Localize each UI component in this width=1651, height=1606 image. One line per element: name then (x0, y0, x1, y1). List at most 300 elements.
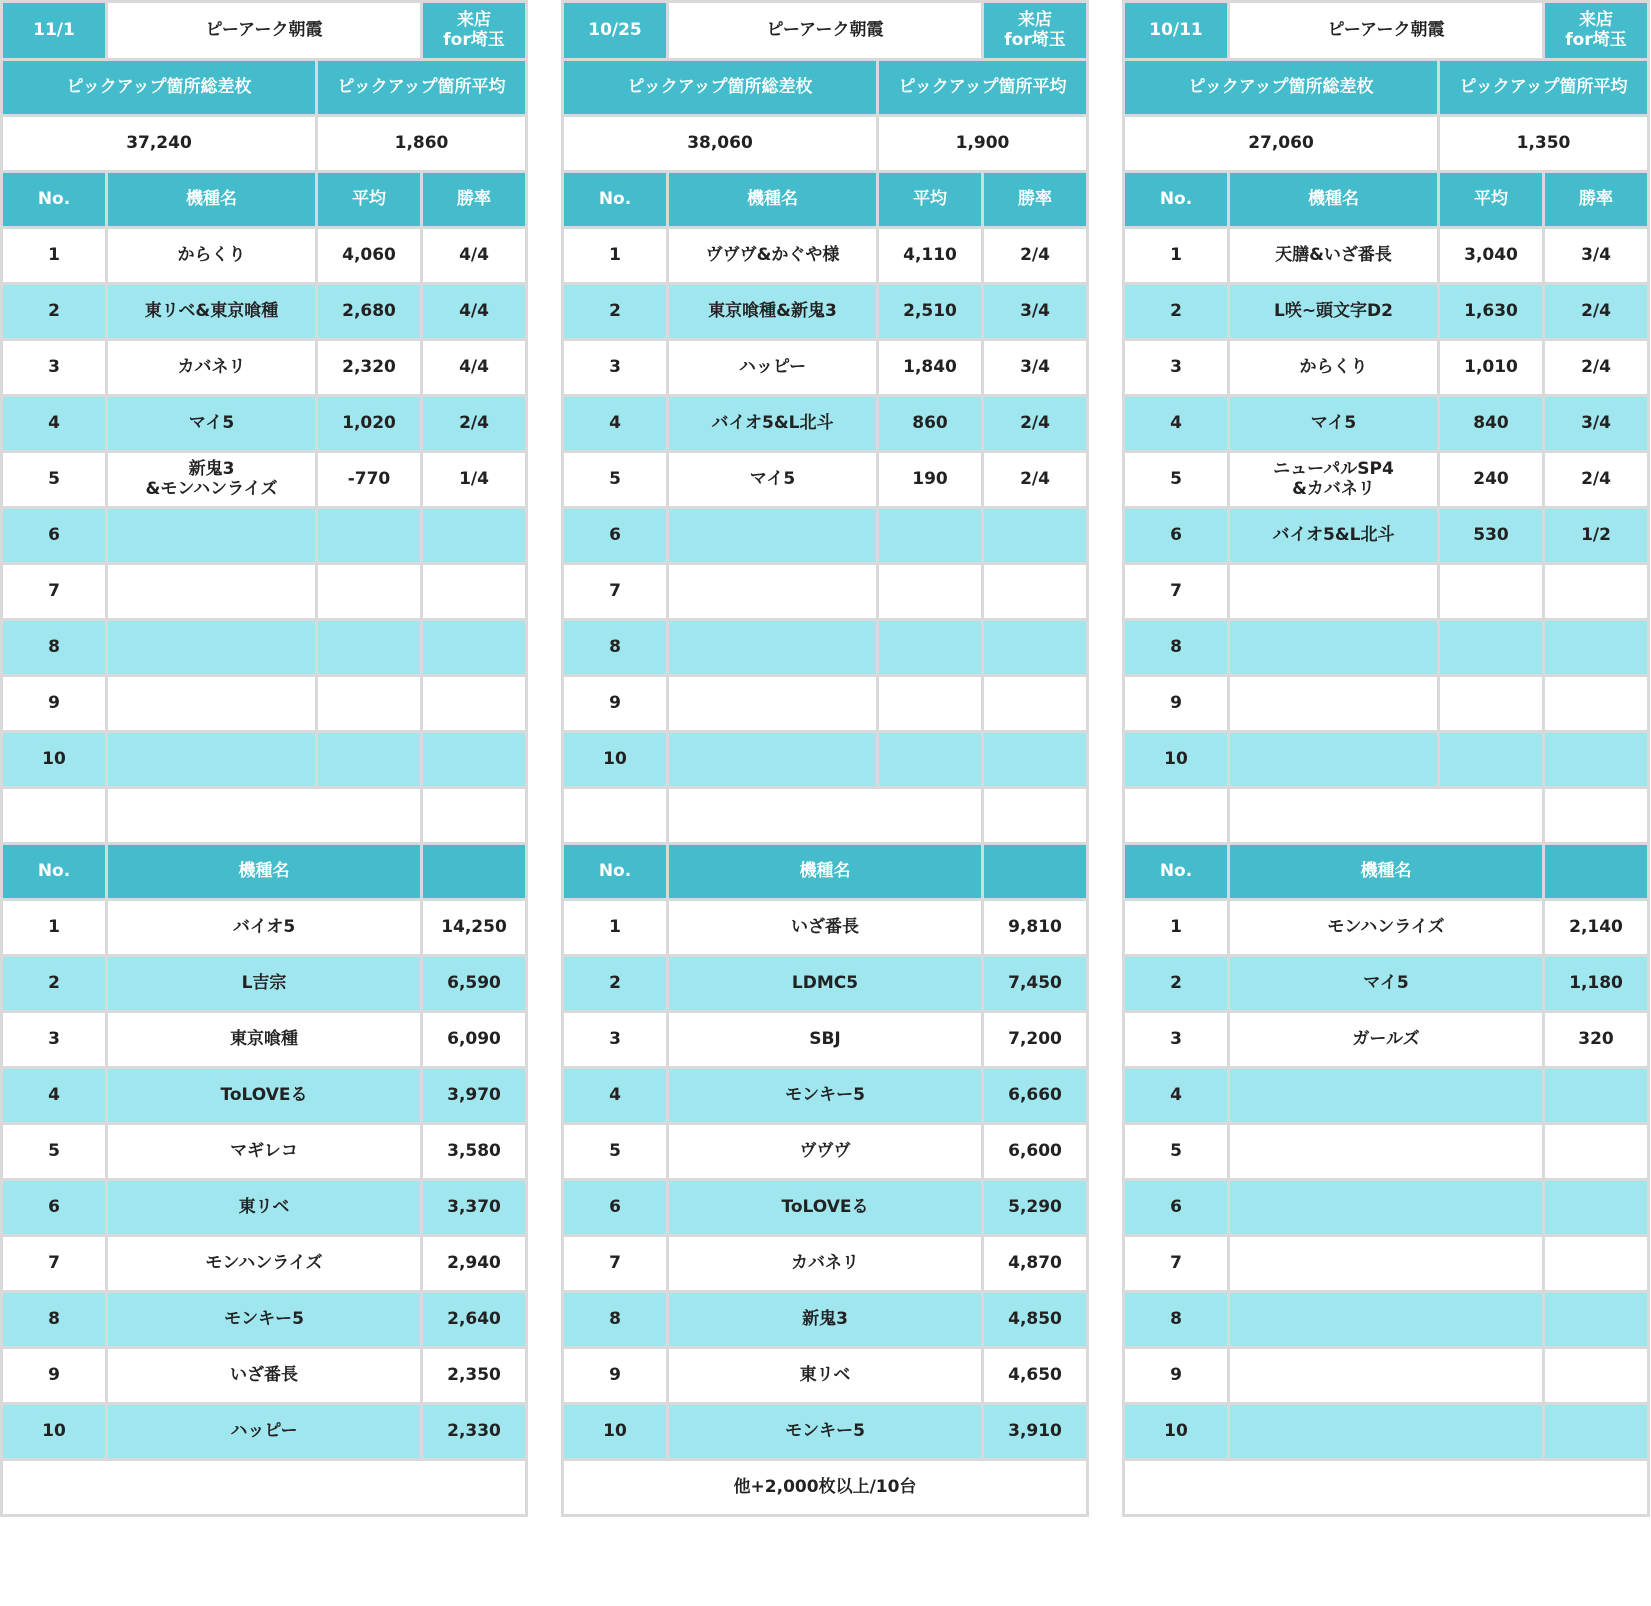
footer-note (1124, 1460, 1649, 1516)
table-row (1124, 564, 1649, 620)
table-row (2, 284, 527, 340)
win-rate (1544, 564, 1649, 620)
row-number: 5 (2, 1124, 107, 1180)
row-number: 6 (2, 1180, 107, 1236)
row-number: 5 (2, 452, 107, 508)
col-header-winrate: 勝率 (1544, 172, 1649, 228)
row-number: 1 (2, 228, 107, 284)
model-name (1229, 1068, 1544, 1124)
model-name: ハッピー (107, 1404, 422, 1460)
diff-value (1544, 1292, 1649, 1348)
table-row (2, 508, 527, 564)
table-row (563, 620, 1088, 676)
row-number: 10 (2, 1404, 107, 1460)
model-name: モンハンライズ (107, 1236, 422, 1292)
average-value (1439, 620, 1544, 676)
win-rate: 1/2 (1544, 508, 1649, 564)
store-name: ピーアーク朝霞 (107, 2, 422, 60)
model-name (107, 620, 317, 676)
total-value: 27,060 (1124, 116, 1439, 172)
diff-value: 14,250 (422, 900, 527, 956)
average-label: ピックアップ箇所平均 (317, 60, 527, 116)
diff-value: 6,090 (422, 1012, 527, 1068)
average-value: 530 (1439, 508, 1544, 564)
diff-value: 5,290 (983, 1180, 1088, 1236)
diff-value: 320 (1544, 1012, 1649, 1068)
average-value: -770 (317, 452, 422, 508)
win-rate (422, 508, 527, 564)
model-name: カバネリ (107, 340, 317, 396)
model-name: ヴヴヴ (668, 1124, 983, 1180)
row-number: 10 (1124, 1404, 1229, 1460)
average-value: 1,860 (317, 116, 527, 172)
average-value: 2,510 (878, 284, 983, 340)
model-name (1229, 564, 1439, 620)
win-rate: 2/4 (422, 396, 527, 452)
average-label: ピックアップ箇所平均 (1439, 60, 1649, 116)
col-header-model: 機種名 (1229, 172, 1439, 228)
row-number: 8 (1124, 1292, 1229, 1348)
row-number: 4 (1124, 396, 1229, 452)
average-value (878, 564, 983, 620)
average-value: 1,020 (317, 396, 422, 452)
win-rate (422, 564, 527, 620)
table-row (563, 508, 1088, 564)
spacer-cell (107, 788, 422, 844)
table-row (563, 452, 1088, 508)
row-number: 9 (2, 1348, 107, 1404)
win-rate (422, 732, 527, 788)
row-number: 1 (2, 900, 107, 956)
table-row (563, 956, 1088, 1012)
rank-header-model: 機種名 (1229, 844, 1544, 900)
visit-badge: 来店 for埼玉 (1544, 2, 1649, 60)
col-header-winrate: 勝率 (422, 172, 527, 228)
table-row (2, 1012, 527, 1068)
model-name (668, 676, 878, 732)
model-name: からくり (1229, 340, 1439, 396)
win-rate: 4/4 (422, 284, 527, 340)
table-row (563, 1124, 1088, 1180)
diff-value (1544, 1068, 1649, 1124)
model-name: ガールズ (1229, 1012, 1544, 1068)
table-row (1124, 284, 1649, 340)
visit-badge: 来店 for埼玉 (983, 2, 1088, 60)
row-number: 1 (563, 900, 668, 956)
row-number: 2 (563, 284, 668, 340)
model-name: 新鬼3 &モンハンライズ (107, 452, 317, 508)
table-row (2, 564, 527, 620)
row-number: 4 (2, 1068, 107, 1124)
model-name (668, 620, 878, 676)
diff-value: 6,600 (983, 1124, 1088, 1180)
table-row (1124, 1012, 1649, 1068)
table-row (1124, 1236, 1649, 1292)
date-panel (561, 0, 1089, 1606)
diff-value: 4,650 (983, 1348, 1088, 1404)
table-row (1124, 1404, 1649, 1460)
table-row (1124, 228, 1649, 284)
model-name: いざ番長 (107, 1348, 422, 1404)
row-number: 9 (563, 1348, 668, 1404)
model-name (107, 508, 317, 564)
date-cell: 10/11 (1124, 2, 1229, 60)
table-row (563, 1068, 1088, 1124)
rank-header-model: 機種名 (107, 844, 422, 900)
row-number: 6 (563, 508, 668, 564)
win-rate (422, 676, 527, 732)
table-row (1124, 956, 1649, 1012)
model-name: ヴヴヴ&かぐや様 (668, 228, 878, 284)
footer-note: 他+2,000枚以上/10台 (563, 1460, 1088, 1516)
row-number: 3 (2, 340, 107, 396)
row-number: 3 (1124, 1012, 1229, 1068)
diff-value: 3,910 (983, 1404, 1088, 1460)
model-name: バイオ5&L北斗 (668, 396, 878, 452)
model-name: ToLOVEる (668, 1180, 983, 1236)
win-rate: 2/4 (983, 452, 1088, 508)
table-row (1124, 340, 1649, 396)
win-rate (1544, 620, 1649, 676)
model-name: モンキー5 (668, 1068, 983, 1124)
row-number: 1 (563, 228, 668, 284)
diff-value: 3,580 (422, 1124, 527, 1180)
row-number: 4 (563, 1068, 668, 1124)
model-name (668, 508, 878, 564)
date-panel (1122, 0, 1650, 1606)
table-row (1124, 1180, 1649, 1236)
model-name: マイ5 (668, 452, 878, 508)
average-value (1439, 564, 1544, 620)
row-number: 6 (1124, 508, 1229, 564)
win-rate: 3/4 (1544, 396, 1649, 452)
win-rate: 3/4 (1544, 228, 1649, 284)
model-name: L吉宗 (107, 956, 422, 1012)
rank-header-value (422, 844, 527, 900)
diff-value (1544, 1180, 1649, 1236)
model-name: モンキー5 (107, 1292, 422, 1348)
col-header-no: No. (1124, 172, 1229, 228)
average-value (317, 732, 422, 788)
table-row (2, 1348, 527, 1404)
table-row (563, 676, 1088, 732)
total-label: ピックアップ箇所総差枚 (563, 60, 878, 116)
table-row (2, 676, 527, 732)
table-row (1124, 452, 1649, 508)
row-number: 9 (563, 676, 668, 732)
row-number: 5 (563, 1124, 668, 1180)
average-value: 2,680 (317, 284, 422, 340)
table-row (1124, 508, 1649, 564)
win-rate (983, 564, 1088, 620)
spacer-cell (422, 788, 527, 844)
table-row (563, 340, 1088, 396)
win-rate: 2/4 (1544, 452, 1649, 508)
win-rate: 4/4 (422, 228, 527, 284)
row-number: 7 (2, 564, 107, 620)
average-value (878, 732, 983, 788)
rank-header-value (983, 844, 1088, 900)
table-row (563, 1404, 1088, 1460)
win-rate: 1/4 (422, 452, 527, 508)
model-name (107, 732, 317, 788)
row-number: 3 (2, 1012, 107, 1068)
average-value: 1,630 (1439, 284, 1544, 340)
model-name: 天膳&いざ番長 (1229, 228, 1439, 284)
row-number: 2 (2, 284, 107, 340)
diff-value: 2,330 (422, 1404, 527, 1460)
table-row (2, 1236, 527, 1292)
model-name: ニューパルSP4 &カバネリ (1229, 452, 1439, 508)
model-name (1229, 732, 1439, 788)
col-header-average: 平均 (878, 172, 983, 228)
model-name: 東京喰種 (107, 1012, 422, 1068)
model-name: マギレコ (107, 1124, 422, 1180)
row-number: 5 (1124, 452, 1229, 508)
diff-value: 9,810 (983, 900, 1088, 956)
model-name: 新鬼3 (668, 1292, 983, 1348)
row-number: 4 (563, 396, 668, 452)
win-rate (983, 508, 1088, 564)
col-header-model: 機種名 (668, 172, 878, 228)
store-name: ピーアーク朝霞 (668, 2, 983, 60)
average-label: ピックアップ箇所平均 (878, 60, 1088, 116)
store-name: ピーアーク朝霞 (1229, 2, 1544, 60)
table-row (1124, 1124, 1649, 1180)
model-name: バイオ5&L北斗 (1229, 508, 1439, 564)
model-name: 東京喰種&新鬼3 (668, 284, 878, 340)
model-name: ToLOVEる (107, 1068, 422, 1124)
rank-header-no: No. (1124, 844, 1229, 900)
diff-value: 2,350 (422, 1348, 527, 1404)
table-row (2, 1124, 527, 1180)
panel-divider (1089, 0, 1122, 1606)
spacer-cell (1544, 788, 1649, 844)
total-label: ピックアップ箇所総差枚 (1124, 60, 1439, 116)
row-number: 2 (2, 956, 107, 1012)
win-rate (1544, 676, 1649, 732)
average-value: 190 (878, 452, 983, 508)
win-rate: 3/4 (983, 340, 1088, 396)
diff-value: 2,140 (1544, 900, 1649, 956)
win-rate (422, 620, 527, 676)
date-cell: 11/1 (2, 2, 107, 60)
spacer-cell (563, 788, 668, 844)
table-row (2, 620, 527, 676)
win-rate: 2/4 (983, 228, 1088, 284)
row-number: 7 (2, 1236, 107, 1292)
spacer-cell (1229, 788, 1544, 844)
average-value: 1,350 (1439, 116, 1649, 172)
row-number: 7 (1124, 1236, 1229, 1292)
diff-value: 2,640 (422, 1292, 527, 1348)
table-row (563, 564, 1088, 620)
average-value (1439, 676, 1544, 732)
model-name (1229, 1124, 1544, 1180)
average-value: 1,840 (878, 340, 983, 396)
table-row (563, 1348, 1088, 1404)
average-value (878, 508, 983, 564)
model-name: 東リベ (668, 1348, 983, 1404)
footer-note (2, 1460, 527, 1516)
diff-value: 2,940 (422, 1236, 527, 1292)
row-number: 3 (563, 340, 668, 396)
row-number: 9 (1124, 676, 1229, 732)
panel-divider (528, 0, 561, 1606)
model-name: カバネリ (668, 1236, 983, 1292)
model-name (1229, 676, 1439, 732)
average-value (1439, 732, 1544, 788)
diff-value: 7,450 (983, 956, 1088, 1012)
diff-value: 6,660 (983, 1068, 1088, 1124)
table-row (2, 1292, 527, 1348)
table-row (1124, 732, 1649, 788)
average-value: 4,110 (878, 228, 983, 284)
win-rate (1544, 732, 1649, 788)
row-number: 3 (563, 1012, 668, 1068)
table-row (563, 228, 1088, 284)
model-name: 東リベ&東京喰種 (107, 284, 317, 340)
table-row (2, 396, 527, 452)
average-value (878, 676, 983, 732)
table-row (2, 1068, 527, 1124)
table-row (2, 900, 527, 956)
model-name (1229, 1292, 1544, 1348)
model-name: モンキー5 (668, 1404, 983, 1460)
row-number: 8 (1124, 620, 1229, 676)
rank-header-model: 機種名 (668, 844, 983, 900)
row-number: 6 (2, 508, 107, 564)
table-row (2, 956, 527, 1012)
row-number: 5 (563, 452, 668, 508)
win-rate (983, 676, 1088, 732)
visit-badge: 来店 for埼玉 (422, 2, 527, 60)
table-row (563, 732, 1088, 788)
model-name: いざ番長 (668, 900, 983, 956)
table-row (563, 1236, 1088, 1292)
model-name (1229, 1180, 1544, 1236)
spacer-cell (1124, 788, 1229, 844)
rank-header-no: No. (563, 844, 668, 900)
table-row (563, 1292, 1088, 1348)
row-number: 6 (563, 1180, 668, 1236)
row-number: 9 (1124, 1348, 1229, 1404)
table-row (2, 732, 527, 788)
model-name: SBJ (668, 1012, 983, 1068)
date-cell: 10/25 (563, 2, 668, 60)
model-name: バイオ5 (107, 900, 422, 956)
average-value (317, 620, 422, 676)
col-header-no: No. (2, 172, 107, 228)
table-row (2, 452, 527, 508)
table-row (1124, 676, 1649, 732)
row-number: 1 (1124, 228, 1229, 284)
col-header-no: No. (563, 172, 668, 228)
table-row (1124, 1068, 1649, 1124)
total-label: ピックアップ箇所総差枚 (2, 60, 317, 116)
diff-value: 4,870 (983, 1236, 1088, 1292)
table-row (563, 284, 1088, 340)
average-value: 1,900 (878, 116, 1088, 172)
average-value: 840 (1439, 396, 1544, 452)
row-number: 10 (563, 1404, 668, 1460)
average-value: 3,040 (1439, 228, 1544, 284)
row-number: 8 (2, 1292, 107, 1348)
average-value: 860 (878, 396, 983, 452)
col-header-model: 機種名 (107, 172, 317, 228)
average-value (317, 564, 422, 620)
row-number: 7 (1124, 564, 1229, 620)
row-number: 2 (1124, 284, 1229, 340)
model-name (668, 732, 878, 788)
average-value: 1,010 (1439, 340, 1544, 396)
total-value: 37,240 (2, 116, 317, 172)
diff-value (1544, 1236, 1649, 1292)
table-row (2, 228, 527, 284)
diff-value: 6,590 (422, 956, 527, 1012)
row-number: 8 (563, 620, 668, 676)
diff-value (1544, 1404, 1649, 1460)
row-number: 9 (2, 676, 107, 732)
model-name: L咲~頭文字D2 (1229, 284, 1439, 340)
table-row (563, 396, 1088, 452)
model-name (1229, 1404, 1544, 1460)
model-name: LDMC5 (668, 956, 983, 1012)
diff-value: 4,850 (983, 1292, 1088, 1348)
diff-value: 3,370 (422, 1180, 527, 1236)
table-row (563, 1012, 1088, 1068)
row-number: 7 (563, 1236, 668, 1292)
diff-value (1544, 1348, 1649, 1404)
row-number: 10 (563, 732, 668, 788)
model-name: 東リベ (107, 1180, 422, 1236)
average-value: 2,320 (317, 340, 422, 396)
table-row (563, 900, 1088, 956)
row-number: 2 (563, 956, 668, 1012)
row-number: 8 (563, 1292, 668, 1348)
row-number: 10 (1124, 732, 1229, 788)
win-rate (983, 732, 1088, 788)
spacer-cell (983, 788, 1088, 844)
average-value: 4,060 (317, 228, 422, 284)
row-number: 7 (563, 564, 668, 620)
diff-value (1544, 1124, 1649, 1180)
model-name (668, 564, 878, 620)
table-row (2, 1180, 527, 1236)
model-name: モンハンライズ (1229, 900, 1544, 956)
win-rate: 2/4 (1544, 340, 1649, 396)
model-name: マイ5 (1229, 396, 1439, 452)
rank-header-value (1544, 844, 1649, 900)
win-rate: 2/4 (1544, 284, 1649, 340)
table-row (2, 1404, 527, 1460)
row-number: 10 (2, 732, 107, 788)
row-number: 1 (1124, 900, 1229, 956)
average-value (878, 620, 983, 676)
average-value (317, 508, 422, 564)
win-rate: 4/4 (422, 340, 527, 396)
diff-value: 1,180 (1544, 956, 1649, 1012)
row-number: 3 (1124, 340, 1229, 396)
model-name (1229, 1236, 1544, 1292)
col-header-winrate: 勝率 (983, 172, 1088, 228)
table-row (1124, 620, 1649, 676)
table-row (1124, 396, 1649, 452)
diff-value: 7,200 (983, 1012, 1088, 1068)
spacer-cell (668, 788, 983, 844)
table-row (1124, 1292, 1649, 1348)
average-value (317, 676, 422, 732)
